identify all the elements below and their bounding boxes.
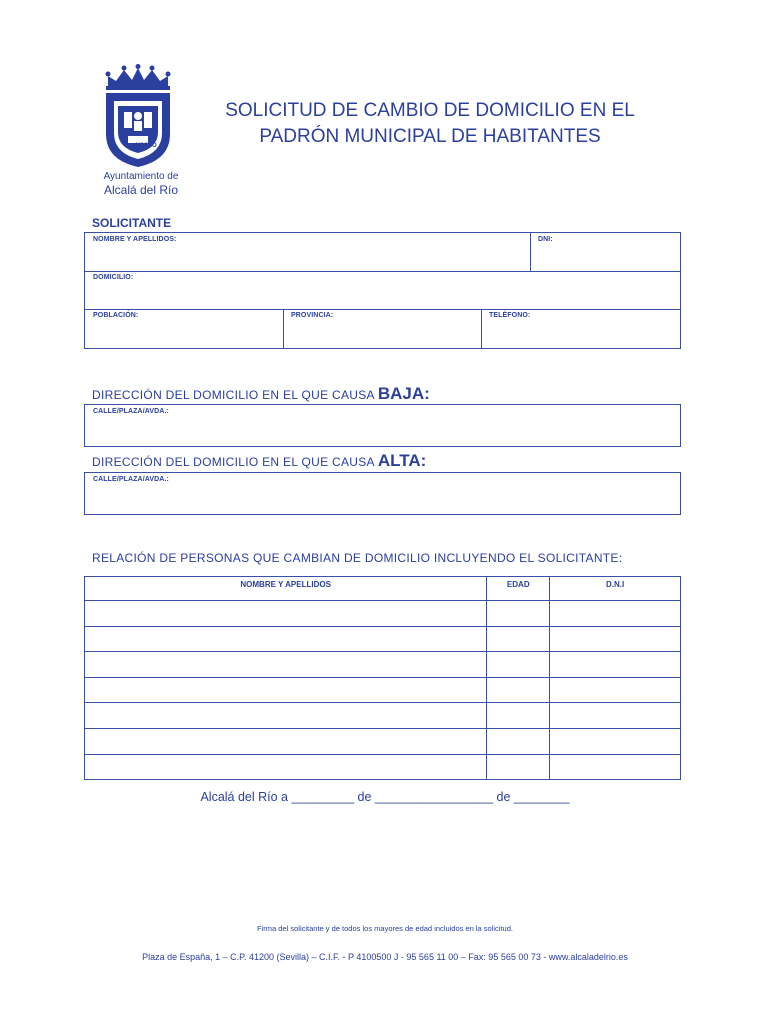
cell-dni[interactable] xyxy=(550,626,681,652)
col-edad: EDAD xyxy=(487,577,550,601)
dni-field[interactable]: DNI: xyxy=(538,236,553,243)
domicilio-field[interactable]: DOMICILIO: xyxy=(93,274,134,281)
cell-dni[interactable] xyxy=(550,728,681,754)
cell-nombre[interactable] xyxy=(85,601,487,627)
date-place-line[interactable]: Alcalá del Río a _________ de _________________ de ________ xyxy=(200,790,570,804)
col-dni: D.N.I xyxy=(550,577,681,601)
cell-nombre[interactable] xyxy=(85,677,487,703)
table-row xyxy=(85,677,681,703)
col-nombre-apellidos: NOMBRE Y APELLIDOS xyxy=(85,577,487,601)
nombre-apellidos-field[interactable]: NOMBRE Y APELLIDOS: xyxy=(93,236,177,243)
baja-calle-field[interactable]: CALLE/PLAZA/AVDA.: xyxy=(93,408,169,415)
cell-dni[interactable] xyxy=(550,652,681,678)
title-line2: PADRÓN MUNICIPAL DE HABITANTES xyxy=(259,126,601,147)
baja-heading-text: DIRECCIÓN DEL DOMICILIO EN EL QUE CAUSA xyxy=(92,388,375,402)
solicitante-divider-1 xyxy=(84,271,681,272)
cell-edad[interactable] xyxy=(487,677,550,703)
persons-table xyxy=(84,576,681,780)
cell-edad[interactable] xyxy=(487,626,550,652)
table-row xyxy=(85,728,681,754)
cell-edad[interactable] xyxy=(487,728,550,754)
alta-heading-text: DIRECCIÓN DEL DOMICILIO EN EL QUE CAUSA xyxy=(92,455,375,469)
alta-heading xyxy=(92,451,426,471)
cell-dni[interactable] xyxy=(550,601,681,627)
table-row xyxy=(85,601,681,627)
cell-nombre[interactable] xyxy=(85,703,487,729)
relacion-heading: RELACIÓN DE PERSONAS QUE CAMBIAN DE DOMICILIO INCLUYENDO EL SOLICITANTE: xyxy=(92,551,623,565)
table-row xyxy=(85,754,681,780)
alta-address-box xyxy=(84,472,681,515)
baja-address-box xyxy=(84,404,681,447)
footer-address: Plaza de España, 1 – C.P. 41200 (Sevilla) – C.I.F. - P 4100500 J - 95 565 11 00 – Fax: 95 565 00 73 - www.alcaladelrio.es xyxy=(142,952,628,962)
shield-motto: NO8DO xyxy=(135,143,157,149)
cell-dni[interactable] xyxy=(550,754,681,780)
solicitante-divider-2 xyxy=(84,309,681,310)
coat-of-arms-icon xyxy=(100,64,176,168)
baja-heading xyxy=(92,384,430,404)
cell-nombre[interactable] xyxy=(85,626,487,652)
cell-nombre[interactable] xyxy=(85,652,487,678)
table-row xyxy=(85,652,681,678)
document-title xyxy=(200,98,660,150)
signature-note: Firma del solicitante y de todos los mayores de edad incluidos en la solicitud. xyxy=(257,924,513,933)
cell-edad[interactable] xyxy=(487,652,550,678)
municipality-line2: Alcalá del Río xyxy=(103,183,179,197)
cell-nombre[interactable] xyxy=(85,754,487,780)
cell-dni[interactable] xyxy=(550,677,681,703)
solicitante-heading: SOLICITANTE xyxy=(92,216,172,230)
solicitante-vdivider-telefono xyxy=(481,309,482,349)
municipal-logo xyxy=(96,64,186,196)
table-row xyxy=(85,703,681,729)
solicitante-box xyxy=(84,232,681,349)
persons-table-header xyxy=(85,577,681,601)
poblacion-field[interactable]: POBLACIÓN: xyxy=(93,312,139,319)
cell-nombre[interactable] xyxy=(85,728,487,754)
cell-edad[interactable] xyxy=(487,703,550,729)
telefono-field[interactable]: TELÉFONO: xyxy=(489,312,531,319)
cell-dni[interactable] xyxy=(550,703,681,729)
provincia-field[interactable]: PROVINCIA: xyxy=(291,312,334,319)
table-row xyxy=(85,626,681,652)
alta-keyword: ALTA: xyxy=(377,451,427,470)
solicitante-vdivider-dni xyxy=(530,232,531,272)
cell-edad[interactable] xyxy=(487,601,550,627)
solicitante-vdivider-provincia xyxy=(283,309,284,349)
title-line1: SOLICITUD DE CAMBIO DE DOMICILIO EN EL xyxy=(225,100,635,121)
alta-calle-field[interactable]: CALLE/PLAZA/AVDA.: xyxy=(93,476,169,483)
municipality-line1: Ayuntamiento de xyxy=(103,171,179,182)
baja-keyword: BAJA: xyxy=(377,384,430,403)
cell-edad[interactable] xyxy=(487,754,550,780)
